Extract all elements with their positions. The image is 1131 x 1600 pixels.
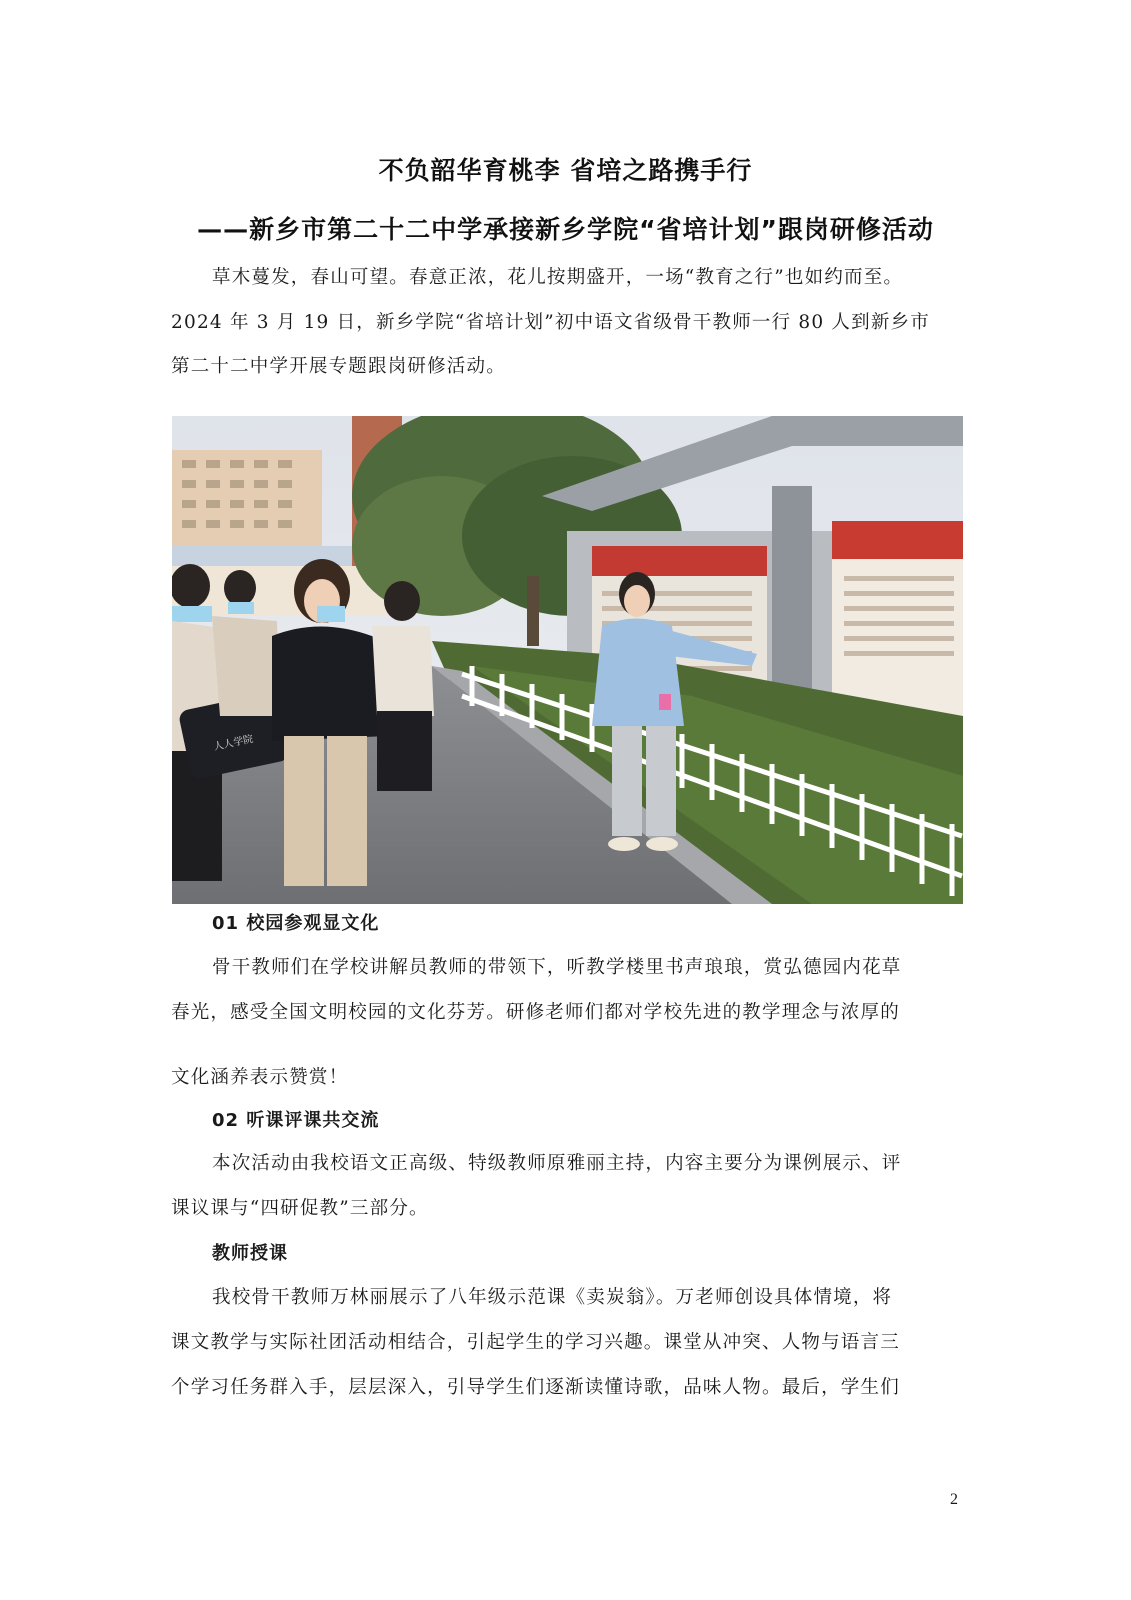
- document-subtitle: ——新乡市第二十二中学承接新乡学院“省培计划”跟岗研修活动: [197, 215, 934, 244]
- paragraph-line: 个学习任务群入手，层层深入，引导学生们逐渐读懂诗歌，品味人物。最后，学生们: [171, 1377, 900, 1398]
- paragraph-line: 我校骨干教师万林丽展示了八年级示范课《卖炭翁》。万老师创设具体情境，将: [212, 1287, 893, 1308]
- paragraph-line: 本次活动由我校语文正高级、特级教师原雅丽主持，内容主要分为课例展示、评: [212, 1153, 902, 1174]
- section-heading-campus-tour: 01 校园参观显文化: [212, 913, 380, 934]
- intro-line: 2024 年 3 月 19 日，新乡学院“省培计划”初中语文省级骨干教师一行 80 人到新乡市: [171, 312, 930, 333]
- bag-print: 人人学院: [212, 733, 255, 753]
- page-number: 2: [950, 1491, 958, 1508]
- section-heading-teacher-lesson: 教师授课: [212, 1243, 288, 1264]
- paragraph-line: 骨干教师们在学校讲解员教师的带领下，听教学楼里书声琅琅，赏弘德园内花草: [212, 957, 902, 978]
- intro-line: 第二十二中学开展专题跟岗研修活动。: [171, 356, 506, 377]
- intro-line: 草木蔓发，春山可望。春意正浓，花儿按期盛开，一场“教育之行”也如约而至。: [212, 267, 904, 288]
- paragraph-line: 文化涵养表示赞赏！: [171, 1067, 349, 1088]
- section-heading-lesson-review: 02 听课评课共交流: [212, 1110, 380, 1131]
- document-title: 不负韶华育桃李 省培之路携手行: [378, 156, 753, 185]
- paragraph-line: 课文教学与实际社团活动相结合，引起学生的学习兴趣。课堂从冲突、人物与语言三: [171, 1332, 900, 1353]
- paragraph-line: 课议课与“四研促教”三部分。: [171, 1198, 429, 1219]
- campus-tour-photo: [172, 416, 963, 904]
- paragraph-line: 春光，感受全国文明校园的文化芬芳。研修老师们都对学校先进的教学理念与浓厚的: [171, 1002, 900, 1023]
